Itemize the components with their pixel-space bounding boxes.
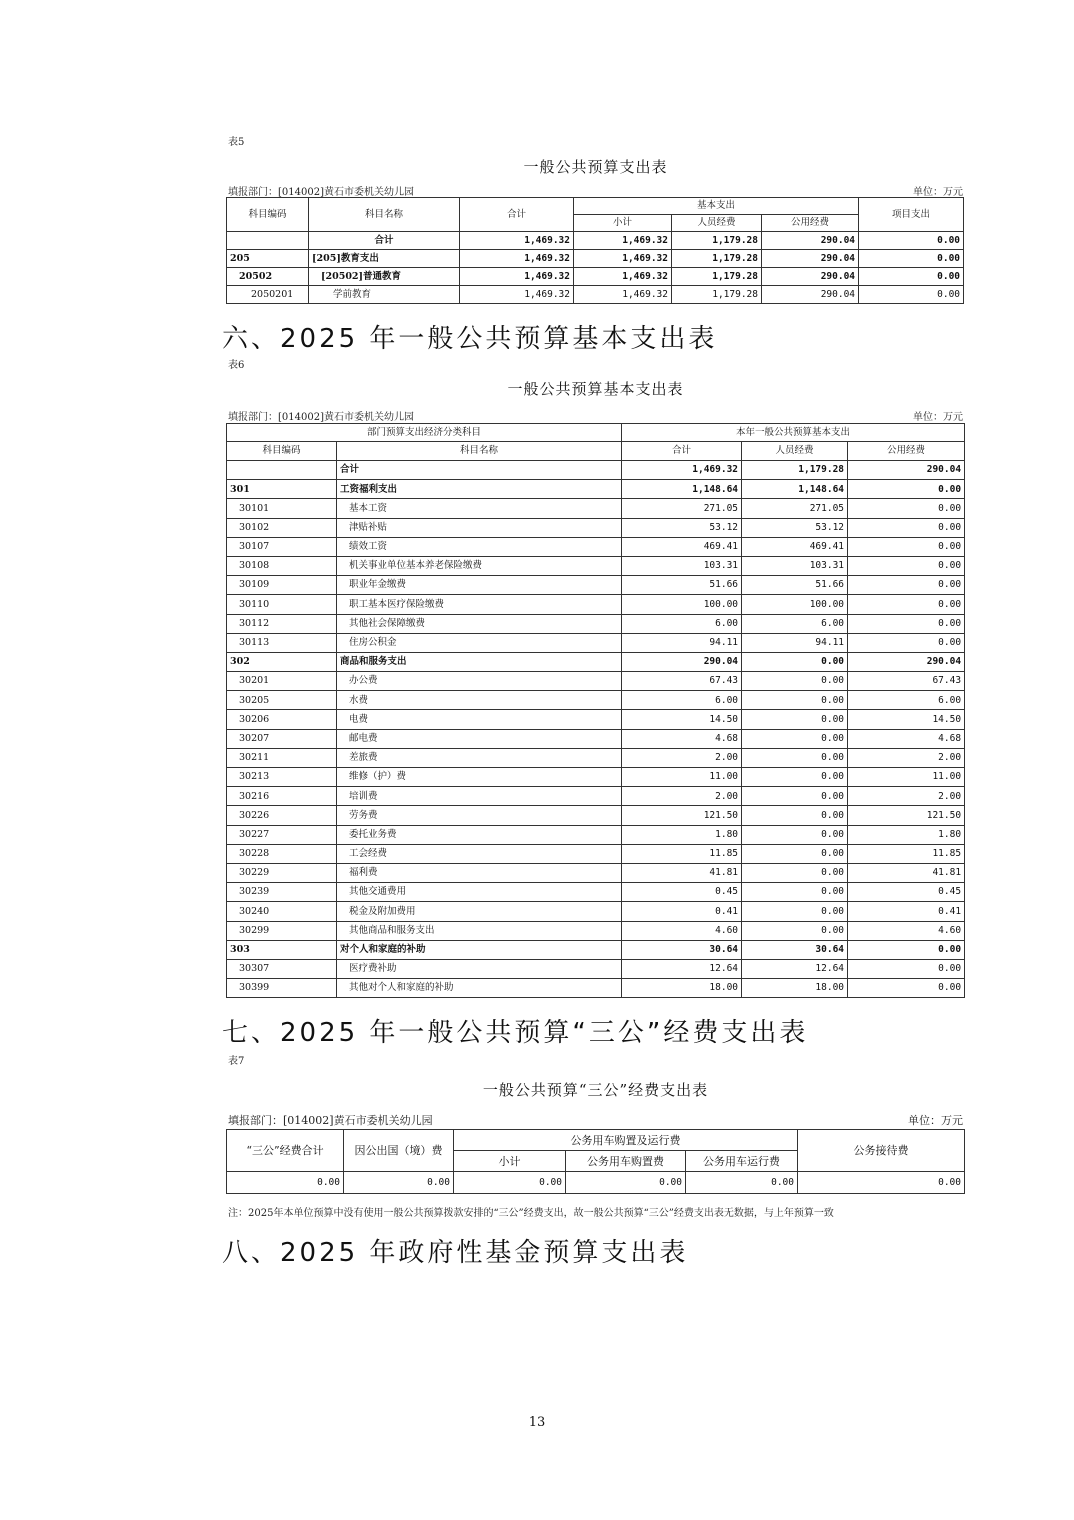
- table6: [226, 423, 965, 998]
- cell-name: 对个人和家庭的补助: [337, 940, 622, 959]
- cell-code: 30240: [227, 902, 337, 921]
- cell-total: 100.00: [622, 595, 742, 614]
- cell-public: 2.00: [848, 748, 965, 767]
- cell-name: 合计: [309, 232, 460, 250]
- t7-col-vehicle-group: 公务用车购置及运行费: [454, 1130, 798, 1151]
- table-row: [227, 710, 965, 729]
- cell-code: 30112: [227, 614, 337, 633]
- table-row: [227, 979, 965, 998]
- table-row: [227, 672, 965, 691]
- cell-name: 合计: [337, 461, 622, 480]
- cell-personnel: 0.00: [742, 902, 848, 921]
- cell-total: 2.00: [622, 787, 742, 806]
- t7-col-subtotal: 小计: [454, 1151, 566, 1172]
- cell-code: 30201: [227, 672, 337, 691]
- cell-personnel: 1,179.28: [672, 232, 762, 250]
- table-row: [227, 232, 964, 250]
- cell-personnel: 271.05: [742, 499, 848, 518]
- cell-public: 2.00: [848, 787, 965, 806]
- cell-public: 0.00: [848, 633, 965, 652]
- cell-code: 30216: [227, 787, 337, 806]
- cell-total: 1,469.32: [622, 461, 742, 480]
- cell-personnel: 0.00: [742, 883, 848, 902]
- table-row: [227, 480, 965, 499]
- cell-personnel: 6.00: [742, 614, 848, 633]
- table7-dept: 填报部门：[014002]黄石市委机关幼儿园: [228, 1114, 433, 1127]
- cell-public: 4.68: [848, 729, 965, 748]
- table-row: [227, 902, 965, 921]
- cell-total: 1,469.32: [460, 250, 574, 268]
- cell-public: 1.80: [848, 825, 965, 844]
- section7-heading: 七、2025 年一般公共预算“三公”经费支出表: [222, 1018, 809, 1048]
- cell-personnel: 0.00: [742, 691, 848, 710]
- cell-name: 电费: [337, 710, 622, 729]
- cell-total: 2.00: [622, 748, 742, 767]
- cell-code: 301: [227, 480, 337, 499]
- cell-personnel: 0.00: [742, 768, 848, 787]
- table6-tag: 表6: [228, 360, 245, 371]
- cell-personnel: 0.00: [742, 863, 848, 882]
- cell-total: 51.66: [622, 576, 742, 595]
- cell-public: 290.04: [762, 286, 859, 304]
- cell-public: 14.50: [848, 710, 965, 729]
- table5-unit: 单位：万元: [913, 187, 963, 198]
- cell-personnel: 469.41: [742, 537, 848, 556]
- table5-tag: 表5: [228, 137, 245, 148]
- cell-subtotal: 0.00: [454, 1172, 566, 1194]
- cell-abroad: 0.00: [344, 1172, 454, 1194]
- cell-personnel: 12.64: [742, 959, 848, 978]
- cell-public: 41.81: [848, 863, 965, 882]
- table6-title: 一般公共预算基本支出表: [507, 380, 684, 398]
- cell-code: [227, 232, 309, 250]
- cell-name: 劳务费: [337, 806, 622, 825]
- t5-col-public: 公用经费: [762, 215, 859, 232]
- cell-total: 1,469.32: [460, 268, 574, 286]
- t6-col-code: 科目编码: [227, 442, 337, 461]
- cell-purchase: 0.00: [566, 1172, 686, 1194]
- cell-personnel: 0.00: [742, 672, 848, 691]
- t5-col-project: 项目支出: [859, 198, 964, 232]
- cell-code: 30226: [227, 806, 337, 825]
- cell-public: 0.00: [848, 518, 965, 537]
- table-row: [227, 883, 965, 902]
- cell-personnel: 0.00: [742, 748, 848, 767]
- t5-col-name: 科目名称: [309, 198, 460, 232]
- cell-personnel: 0.00: [742, 844, 848, 863]
- cell-personnel: 94.11: [742, 633, 848, 652]
- table-row: [227, 691, 965, 710]
- table-row: [227, 250, 964, 268]
- cell-public: 67.43: [848, 672, 965, 691]
- cell-code: 30107: [227, 537, 337, 556]
- cell-total: 1,469.32: [460, 232, 574, 250]
- cell-operation: 0.00: [686, 1172, 798, 1194]
- t5-col-subtotal: 小计: [574, 215, 672, 232]
- cell-name: 职工基本医疗保险缴费: [337, 595, 622, 614]
- table5-title: 一般公共预算支出表: [523, 158, 668, 176]
- cell-personnel: 103.31: [742, 556, 848, 575]
- table-row: [227, 863, 965, 882]
- cell-total: 94.11: [622, 633, 742, 652]
- cell-code: 30239: [227, 883, 337, 902]
- table7: [226, 1129, 965, 1194]
- table-row: [227, 844, 965, 863]
- table-row: [227, 556, 965, 575]
- cell-public: 0.00: [848, 499, 965, 518]
- cell-code: 30102: [227, 518, 337, 537]
- cell-name: 差旅费: [337, 748, 622, 767]
- table7-note: 注：2025年本单位预算中没有使用一般公共预算拨款安排的“三公”经费支出，故一般公共预算“三公”经费支出表无数据，与上年预算一致: [228, 1208, 834, 1219]
- cell-personnel: 1,148.64: [742, 480, 848, 499]
- cell-personnel: 18.00: [742, 979, 848, 998]
- table-row: [227, 748, 965, 767]
- table5: [226, 197, 964, 304]
- cell-public: 290.04: [848, 461, 965, 480]
- cell-code: 30113: [227, 633, 337, 652]
- cell-public: 6.00: [848, 691, 965, 710]
- cell-code: 2050201: [227, 286, 309, 304]
- cell-name: 医疗费补助: [337, 959, 622, 978]
- t6-group-right: 本年一般公共预算基本支出: [622, 424, 965, 442]
- cell-total: 30.64: [622, 940, 742, 959]
- table-row: [227, 614, 965, 633]
- cell-personnel: 1,179.28: [672, 286, 762, 304]
- cell-name: [205]教育支出: [309, 250, 460, 268]
- cell-name: 培训费: [337, 787, 622, 806]
- cell-code: 30307: [227, 959, 337, 978]
- cell-personnel: 0.00: [742, 921, 848, 940]
- t7-col-sangong-total: “三公”经费合计: [227, 1130, 344, 1172]
- table-row: [227, 461, 965, 480]
- cell-public: 290.04: [762, 268, 859, 286]
- cell-name: 福利费: [337, 863, 622, 882]
- table7-unit: 单位：万元: [908, 1114, 963, 1127]
- cell-name: 委托业务费: [337, 825, 622, 844]
- t7-col-reception: 公务接待费: [798, 1130, 965, 1172]
- cell-public: 0.00: [848, 959, 965, 978]
- cell-total: 103.31: [622, 556, 742, 575]
- cell-project: 0.00: [859, 268, 964, 286]
- cell-public: 0.00: [848, 556, 965, 575]
- table-row: [227, 652, 965, 671]
- cell-public: 0.41: [848, 902, 965, 921]
- table-row: [227, 286, 964, 304]
- cell-name: 绩效工资: [337, 537, 622, 556]
- t5-col-personnel: 人员经费: [672, 215, 762, 232]
- cell-total: 53.12: [622, 518, 742, 537]
- cell-name: 水费: [337, 691, 622, 710]
- cell-name: 其他对个人和家庭的补助: [337, 979, 622, 998]
- cell-public: 290.04: [848, 652, 965, 671]
- cell-code: 30211: [227, 748, 337, 767]
- cell-personnel: 1,179.28: [672, 268, 762, 286]
- t7-col-operation: 公务用车运行费: [686, 1151, 798, 1172]
- cell-project: 0.00: [859, 286, 964, 304]
- cell-total: 4.68: [622, 729, 742, 748]
- table-row: [227, 729, 965, 748]
- cell-total: 1,148.64: [622, 480, 742, 499]
- cell-name: 其他交通费用: [337, 883, 622, 902]
- cell-code: 302: [227, 652, 337, 671]
- cell-public: 0.00: [848, 576, 965, 595]
- cell-subtotal: 1,469.32: [574, 268, 672, 286]
- table-row: [227, 595, 965, 614]
- cell-code: 30229: [227, 863, 337, 882]
- cell-personnel: 0.00: [742, 787, 848, 806]
- cell-name: 基本工资: [337, 499, 622, 518]
- table7-title: 一般公共预算“三公”经费支出表: [482, 1081, 709, 1099]
- cell-name: 商品和服务支出: [337, 652, 622, 671]
- table-row: [227, 787, 965, 806]
- cell-code: 30399: [227, 979, 337, 998]
- cell-total: 6.00: [622, 691, 742, 710]
- cell-name: 维修（护）费: [337, 768, 622, 787]
- cell-personnel: 0.00: [742, 729, 848, 748]
- t6-col-name: 科目名称: [337, 442, 622, 461]
- cell-total: 469.41: [622, 537, 742, 556]
- t6-col-total: 合计: [622, 442, 742, 461]
- cell-name: 津贴补贴: [337, 518, 622, 537]
- cell-public: 11.85: [848, 844, 965, 863]
- table-row: [227, 940, 965, 959]
- table-row: [227, 576, 965, 595]
- cell-personnel: 30.64: [742, 940, 848, 959]
- cell-total: 0.45: [622, 883, 742, 902]
- cell-public: 11.00: [848, 768, 965, 787]
- cell-sangong-total: 0.00: [227, 1172, 344, 1194]
- table-row: [227, 921, 965, 940]
- cell-name: 邮电费: [337, 729, 622, 748]
- cell-name: 税金及附加费用: [337, 902, 622, 921]
- table-row: [227, 268, 964, 286]
- section8-heading: 八、2025 年政府性基金预算支出表: [222, 1238, 689, 1268]
- table-row: [227, 1172, 965, 1194]
- cell-code: 30206: [227, 710, 337, 729]
- t5-col-total: 合计: [460, 198, 574, 232]
- cell-code: 30227: [227, 825, 337, 844]
- table-row: [227, 959, 965, 978]
- table-row: [227, 806, 965, 825]
- cell-code: 30205: [227, 691, 337, 710]
- t6-col-public: 公用经费: [848, 442, 965, 461]
- page-number: 13: [528, 1415, 546, 1430]
- cell-subtotal: 1,469.32: [574, 286, 672, 304]
- cell-code: 30110: [227, 595, 337, 614]
- cell-total: 6.00: [622, 614, 742, 633]
- cell-personnel: 100.00: [742, 595, 848, 614]
- cell-name: 办公费: [337, 672, 622, 691]
- cell-public: 4.60: [848, 921, 965, 940]
- cell-name: 机关事业单位基本养老保险缴费: [337, 556, 622, 575]
- table-row: [227, 537, 965, 556]
- cell-name: 学前教育: [309, 286, 460, 304]
- cell-code: 30213: [227, 768, 337, 787]
- cell-code: [227, 461, 337, 480]
- cell-project: 0.00: [859, 232, 964, 250]
- cell-public: 0.45: [848, 883, 965, 902]
- cell-personnel: 0.00: [742, 825, 848, 844]
- cell-name: 住房公积金: [337, 633, 622, 652]
- cell-code: 30299: [227, 921, 337, 940]
- cell-code: 205: [227, 250, 309, 268]
- table6-dept: 填报部门：[014002]黄石市委机关幼儿园: [228, 412, 414, 423]
- cell-reception: 0.00: [798, 1172, 965, 1194]
- cell-public: 0.00: [848, 940, 965, 959]
- cell-personnel: 1,179.28: [672, 250, 762, 268]
- cell-total: 41.81: [622, 863, 742, 882]
- cell-total: 0.41: [622, 902, 742, 921]
- cell-total: 271.05: [622, 499, 742, 518]
- cell-code: 30109: [227, 576, 337, 595]
- cell-total: 18.00: [622, 979, 742, 998]
- cell-subtotal: 1,469.32: [574, 250, 672, 268]
- cell-personnel: 0.00: [742, 652, 848, 671]
- cell-personnel: 51.66: [742, 576, 848, 595]
- table6-unit: 单位：万元: [913, 412, 963, 423]
- t5-col-basic: 基本支出: [574, 198, 859, 215]
- cell-code: 30101: [227, 499, 337, 518]
- cell-public: 290.04: [762, 250, 859, 268]
- t7-col-abroad: 因公出国（境）费: [344, 1130, 454, 1172]
- cell-total: 14.50: [622, 710, 742, 729]
- cell-name: 职业年金缴费: [337, 576, 622, 595]
- cell-subtotal: 1,469.32: [574, 232, 672, 250]
- cell-total: 11.00: [622, 768, 742, 787]
- cell-public: 0.00: [848, 537, 965, 556]
- cell-public: 121.50: [848, 806, 965, 825]
- cell-total: 4.60: [622, 921, 742, 940]
- cell-code: 303: [227, 940, 337, 959]
- table7-tag: 表7: [228, 1056, 245, 1067]
- cell-name: 其他社会保障缴费: [337, 614, 622, 633]
- cell-personnel: 53.12: [742, 518, 848, 537]
- cell-personnel: 1,179.28: [742, 461, 848, 480]
- cell-total: 12.64: [622, 959, 742, 978]
- t6-col-personnel: 人员经费: [742, 442, 848, 461]
- table5-dept: 填报部门：[014002]黄石市委机关幼儿园: [228, 187, 414, 198]
- cell-public: 0.00: [848, 614, 965, 633]
- cell-code: 30228: [227, 844, 337, 863]
- cell-personnel: 0.00: [742, 806, 848, 825]
- t6-group-left: 部门预算支出经济分类科目: [227, 424, 622, 442]
- cell-total: 1.80: [622, 825, 742, 844]
- cell-personnel: 0.00: [742, 710, 848, 729]
- cell-name: [20502]普通教育: [309, 268, 460, 286]
- cell-total: 11.85: [622, 844, 742, 863]
- cell-name: 其他商品和服务支出: [337, 921, 622, 940]
- t5-col-code: 科目编码: [227, 198, 309, 232]
- section6-heading: 六、2025 年一般公共预算基本支出表: [222, 324, 718, 354]
- cell-total: 121.50: [622, 806, 742, 825]
- cell-public: 0.00: [848, 480, 965, 499]
- cell-name: 工会经费: [337, 844, 622, 863]
- cell-code: 20502: [227, 268, 309, 286]
- cell-public: 0.00: [848, 595, 965, 614]
- table-row: [227, 499, 965, 518]
- cell-code: 30108: [227, 556, 337, 575]
- table-row: [227, 768, 965, 787]
- cell-total: 290.04: [622, 652, 742, 671]
- table-row: [227, 518, 965, 537]
- table-row: [227, 825, 965, 844]
- t7-col-purchase: 公务用车购置费: [566, 1151, 686, 1172]
- cell-name: 工资福利支出: [337, 480, 622, 499]
- cell-total: 67.43: [622, 672, 742, 691]
- cell-public: 290.04: [762, 232, 859, 250]
- cell-public: 0.00: [848, 979, 965, 998]
- cell-total: 1,469.32: [460, 286, 574, 304]
- cell-project: 0.00: [859, 250, 964, 268]
- cell-code: 30207: [227, 729, 337, 748]
- table-row: [227, 633, 965, 652]
